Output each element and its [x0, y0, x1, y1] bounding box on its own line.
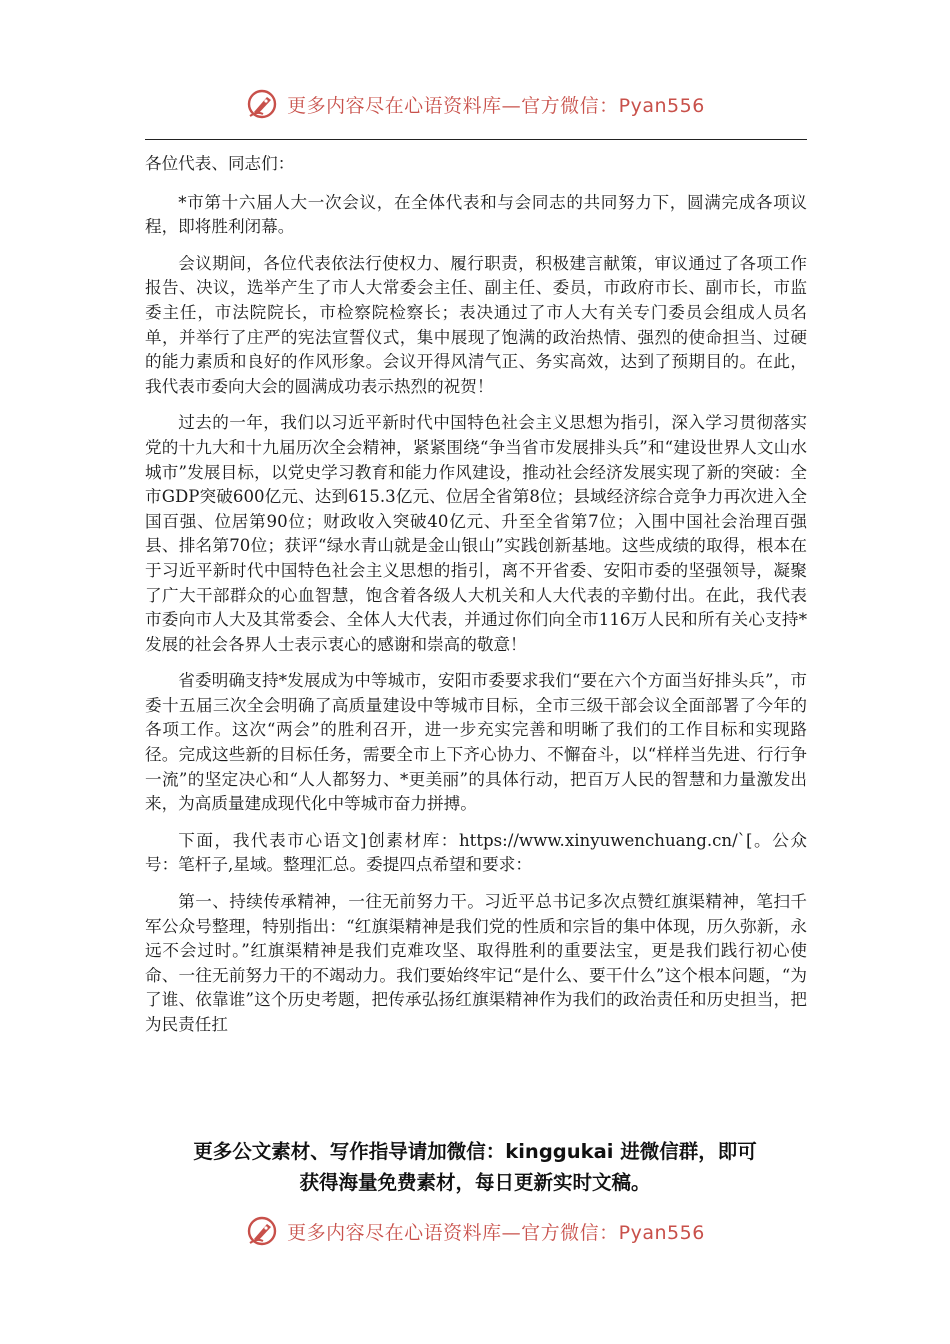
promo-notice — [120, 1136, 830, 1198]
paragraph-3: 过去的一年，我们以习近平新时代中国特色社会主义思想为指引，深入学习贯彻落实党的十九大和十九届历次全会精神，紧紧围绕“争当省市发展排头兵”和“建设世界人文山水城市”发展目标，以党史学习教育和能力作风建设，推动社会经济发展实现了新的突破：全市GDP突破600亿元、达到615.3亿元、位居全省第8位；县域经济综合竞争力再次进入全国百强、位居第90位；财政收入突破40亿元、升至全省第7位；入围中国社会治理百强县、排名第70位；获评“绿水青山就是金山银山”实践创新基地。这些成绩的取得，根本在于习近平新时代中国特色社会主义思想的指引，离不开省委、安阳市委的坚强领导，凝聚了广大干部群众的心血智慧，饱含着各级人大机关和人大代表的辛勤付出。在此，我代表市委向市人大及其常委会、全体人大代表，并通过你们向全市116万人民和所有关心支持*发展的社会各界人士表示衷心的感谢和崇高的敬意！ — [145, 413, 807, 654]
header-banner — [0, 84, 950, 124]
paragraph-2: 会议期间，各位代表依法行使权力、履行职责，积极建言献策，审议通过了各项工作报告、决议，选举产生了市人大常委会主任、副主任、委员，市政府市长、副市长，市监委主任，市法院院长，市检察院检察长；表决通过了市人大有关专门委员会组成人员名单，并举行了庄严的宪法宣誓仪式，集中展现了饱满的政治热情、强烈的使命担当、过硬的能力素质和良好的作风形象。会议开得风清气正、务实高效，达到了预期目的。在此，我代表市委向大会的圆满成功表示热烈的祝贺！ — [145, 253, 807, 396]
pen-nib-logo-icon — [245, 87, 279, 121]
header-banner-label: 更多内容尽在心语资料库—官方微信： — [287, 94, 619, 117]
paragraph-5: 下面，我代表市心语文]创素材库：https://www.xinyuwenchuang.cn/`[。公众号：笔杆子,星域。整理汇总。委提四点希望和要求： — [145, 830, 807, 875]
document-body — [145, 152, 807, 1050]
footer-wechat-id: Pyan556 — [618, 1221, 705, 1244]
paragraph-1: *市第十六届人大一次会议，在全体代表和与会同志的共同努力下，圆满完成各项议程，即将胜利闭幕。 — [145, 192, 807, 237]
header-rule — [145, 139, 807, 140]
footer-banner — [0, 1211, 950, 1251]
paragraph-4: 省委明确支持*发展成为中等城市，安阳市委要求我们“要在六个方面当好排头兵”，市委十五届三次全会明确了高质量建设中等城市目标，全市三级干部会议全面部署了今年的各项工作。这次“两会”的胜利召开，进一步充实完善和明晰了我们的工作目标和实现路径。完成这些新的目标任务，需要全市上下齐心协力、不懈奋斗，以“样样当先进、行行争一流”的坚定决心和“人人都努力、*更美丽”的具体行动，把百万人民的智慧和力量激发出来，为高质量建成现代化中等城市奋力拼搏。 — [145, 671, 807, 814]
promo-line-1: 更多公文素材、写作指导请加微信：kinggukai 进微信群，即可 — [193, 1140, 757, 1163]
header-banner-inner — [245, 87, 705, 121]
paragraph-6: 第一、持续传承精神，一往无前努力干。习近平总书记多次点赞红旗渠精神，笔扫千军公众号整理，特别指出：“红旗渠精神是我们党的性质和宗旨的集中体现，历久弥新，永远不会过时。”红旗渠精神是我们克难攻坚、取得胜利的重要法宝，更是我们践行初心使命、一往无前努力干的不竭动力。我们要始终牢记“是什么、要干什么”这个根本问题，“为了谁、依靠谁”这个历史考题，把传承弘扬红旗渠精神作为我们的政治责任和历史担当，把为民责任扛 — [145, 892, 807, 1034]
header-wechat-id: Pyan556 — [618, 94, 705, 117]
footer-banner-inner — [245, 1214, 705, 1248]
footer-banner-text — [287, 1218, 705, 1245]
promo-line-2: 获得海量免费素材，每日更新实时文稿。 — [299, 1171, 651, 1194]
footer-banner-label: 更多内容尽在心语资料库—官方微信： — [287, 1221, 619, 1244]
pen-nib-logo-icon — [245, 1214, 279, 1248]
salutation: 各位代表、同志们： — [145, 154, 295, 173]
header-banner-text — [287, 91, 705, 118]
